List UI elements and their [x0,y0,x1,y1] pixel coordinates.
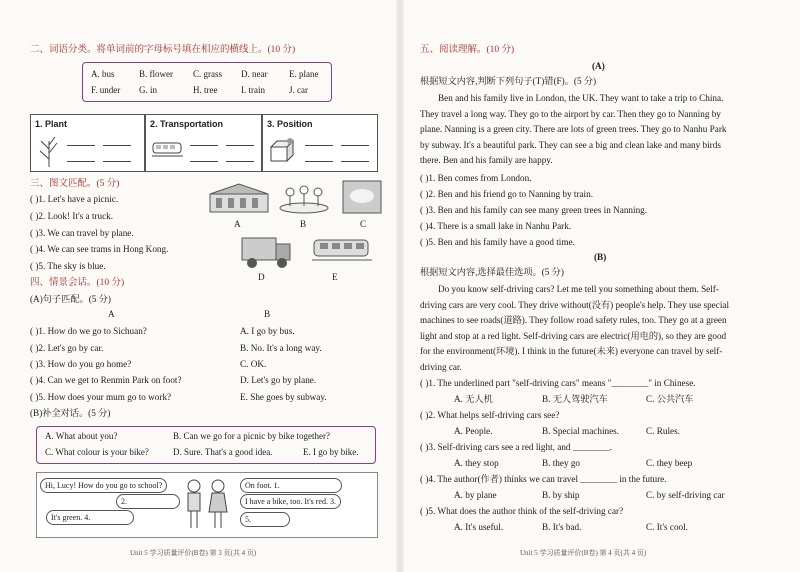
tf-4: ( )4. There is a small lake in Nanhu Park. [420,221,572,231]
category-plant-title: 1. Plant [35,119,68,129]
match-item-2: ( )2. Look! It's a truck. [30,211,114,221]
answer-a: A. I go by bus. [240,326,295,336]
word-i: I. train [241,85,265,95]
answer-d: D. Let's go by plane. [240,375,317,385]
tram-picture [312,236,372,264]
pic-label-e: E [332,272,338,282]
instruction-a: 根据短文内容,判断下列句子(T)错(F)。(5 分) [420,76,597,86]
passage-b-line-3: machines to see roads(道路). They follow road safety rules, too. They go at a green [420,315,727,325]
option-a: A. What about you? [45,431,118,441]
passage-b-line-6: driving car. [420,361,462,372]
mc-2-option-b: B. Special machines. [542,426,620,436]
plant-blank-1[interactable] [67,145,95,146]
pic-label-c: C [360,219,367,229]
passage-a-line-2: They travel a long way. They go to the airport by car. Then they go to Nanning by [420,108,721,119]
question-1: ( )1. How do we go to Sichuan? [30,326,147,336]
picnic-picture [278,180,330,214]
word-bank-box [82,62,332,102]
option-e: E. I go by bike. [303,447,359,457]
category-plant [30,114,145,172]
match-item-1: ( )1. Let's have a picnic. [30,194,119,204]
mc-3-option-b: B. they go [542,458,581,468]
section4-title: 四、情景会话。(10 分) [30,278,125,288]
word-b: B. flower [139,69,173,79]
dialog-blank-5-label: 5. [245,515,251,524]
passage-a-line-5: there. Ben and his family are happy. [420,155,553,165]
word-g: G. in [139,85,157,95]
word-e: E. plane [289,69,319,79]
pic-label-d: D [258,272,265,282]
airport-picture [208,180,270,214]
footer-left: Unit 5 学习质量评价(B卷) 第 3 页(共 4 页) [130,549,257,557]
mc-4-option-b: B. by ship [542,490,580,500]
question-3: ( )3. How do you go home? [30,359,132,369]
partA-label: (A) [592,61,605,71]
passage-a-line-3: plane. Nanning is a green city. There are lots of green trees. They go to Nanhu Park [420,124,727,134]
partB-title: (B)补全对话。(5 分) [30,408,111,418]
option-c: C. What colour is your bike? [45,447,149,457]
option-d: D. Sure. That's a good idea. [173,447,273,457]
mc-4-option-a: A. by plane [454,490,497,500]
position-blank-3[interactable] [305,161,333,162]
options-box [36,426,376,464]
mc-5-option-c: C. It's cool. [646,522,688,532]
passage-a [420,91,727,169]
question-4: ( )4. Can we get to Renmin Park on foot? [30,375,182,385]
partB-label: (B) [594,252,607,262]
passage-a-line-1: Ben and his family live in London, the UK. They want to take a trip to China. [438,93,724,103]
word-j: J. car [289,85,308,95]
mc-5-option-b: B. It's bad. [542,522,582,532]
category-position [262,114,378,172]
plant-blank-3[interactable] [67,161,95,162]
word-d: D. near [241,69,268,79]
match-item-3: ( )3. We can travel by plane. [30,228,134,238]
dialog-blank-4-label: It's green. 4. [51,513,91,522]
sky-picture [342,180,382,214]
cube-ball-icon [269,137,297,163]
transport-blank-4[interactable] [226,161,254,162]
pic-label-a: A [234,219,241,229]
word-f: F. under [91,85,121,95]
mc-1-option-a: A. 无人机 [454,394,493,404]
plant-blank-4[interactable] [103,161,131,162]
tf-5: ( )5. Ben and his family have a good time. [420,237,575,247]
pic-label-b: B [300,219,307,229]
tf-1: ( )1. Ben comes from London. [420,173,532,183]
dialog-bubble-3: I have a bike, too. It's red. 3. [240,494,341,509]
passage-b [420,282,729,375]
option-b: B. Can we go for a picnic by bike together? [173,431,330,441]
dialog-bubble-1b [240,478,342,493]
dialog-bubble-2 [116,494,180,509]
dialog-bubble-1: Hi, Lucy! How do you go to school? [40,478,167,493]
mc-1-option-b: B. 无人驾驶汽车 [542,394,608,404]
section3-title: 三、图文匹配。(5 分) [30,179,120,189]
section5-title: 五、阅读理解。(10 分) [420,45,515,55]
column-b-header: B [264,309,271,319]
right-page [400,0,800,572]
plant-blank-2[interactable] [103,145,131,146]
answer-b: B. No. It's a long way. [240,343,322,353]
word-a: A. bus [91,69,115,79]
dialog-blank-2-label: 2. [121,497,127,506]
partA-title: (A)句子匹配。(5 分) [30,294,111,304]
mc-2-option-a: A. People. [454,426,493,436]
footer-right: Unit 5 学习质量评价(B卷) 第 4 页(共 4 页) [520,549,647,557]
tf-3: ( )3. Ben and his family can see many green trees in Nanning. [420,205,648,215]
dialog-blank-1-label: On foot. 1. [245,481,280,490]
mc-2-option-c: C. Rules. [646,426,680,436]
tree-icon [37,135,61,167]
question-2: ( )2. Let's go by car. [30,343,104,353]
mc-4-option-c: C. by self-driving car [646,490,725,500]
mc-question-5: ( )5. What does the author think of the self-driving car? [420,506,624,516]
transport-blank-1[interactable] [190,145,218,146]
question-5: ( )5. How does your mum go to work? [30,392,172,402]
passage-b-line-5: for the environment(环境). I think in the future(未来) everyone can travel by self- [420,346,723,356]
position-blank-1[interactable] [305,145,333,146]
passage-a-line-4: by subway. It's a beautiful park. They can see a big and clean lake and many birds [420,139,721,150]
position-blank-4[interactable] [341,161,369,162]
passage-b-line-2: driving cars are very cool. They drive without(没有) people's help. They use special [420,299,730,310]
answer-e: E. She goes by subway. [240,392,327,402]
mc-question-3: ( )3. Self-driving cars see a red light, and ________. [420,442,612,452]
category-position-title: 3. Position [267,119,313,129]
word-h: H. tree [193,85,218,95]
answer-c: C. OK. [240,359,267,369]
dialog-bubble-5 [240,512,290,527]
match-item-5: ( )5. The sky is blue. [30,261,106,271]
mc-5-option-a: A. It's useful. [454,522,504,532]
mc-3-option-c: C. they beep [646,458,693,468]
mc-question-1: ( )1. The underlined part "self-driving cars" means "________" in Chinese. [420,378,696,388]
truck-picture [238,232,294,270]
position-blank-2[interactable] [341,145,369,146]
column-a-header: A [108,309,115,319]
instruction-b: 根据短文内容,选择最佳选项。(5 分) [420,267,564,277]
category-transportation-title: 2. Transportation [150,119,224,129]
match-item-4: ( )4. We can see trams in Hong Kong. [30,244,169,254]
word-c: C. grass [193,69,222,79]
transport-blank-2[interactable] [226,145,254,146]
transport-blank-3[interactable] [190,161,218,162]
mc-3-option-a: A. they stop [454,458,499,468]
mc-question-2: ( )2. What helps self-driving cars see? [420,410,560,420]
category-transportation [145,114,262,172]
mc-question-4: ( )4. The author(作者) thinks we can travel ________ in the future. [420,474,667,484]
kids-picture [180,476,232,532]
passage-b-line-4: light and stop at a red light. Self-driving cars are electric(用电的), so they are good [420,330,727,341]
tf-2: ( )2. Ben and his friend go to Nanning by train. [420,189,593,199]
train-icon [152,141,184,157]
mc-1-option-c: C. 公共汽车 [646,394,694,404]
section2-title: 二、词语分类。将单词前的字母标号填在相应的横线上。(10 分) [30,45,296,55]
dialog-bubble-4 [46,510,134,525]
passage-b-line-1: Do you know self-driving cars? Let me tell you something about them. Self- [438,284,719,294]
